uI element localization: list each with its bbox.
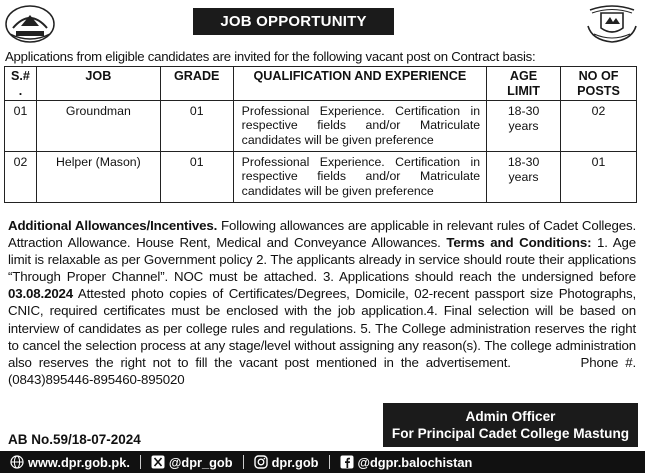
footer-instagram-text: dpr.gob — [271, 454, 319, 470]
row-no-of-posts: 01 — [561, 152, 637, 203]
facebook-icon — [340, 455, 354, 469]
table-row — [5, 101, 637, 152]
header-grade: GRADE — [160, 67, 233, 101]
footer-facebook-text: @dgpr.balochistan — [357, 454, 473, 470]
page-title: JOB OPPORTUNITY — [193, 8, 394, 35]
job-table — [4, 66, 637, 203]
advertisement-number: AB No.59/18-07-2024 — [8, 432, 141, 447]
contact-phone: Phone #. (0843)895446-895460-895020 — [8, 354, 636, 387]
x-twitter-icon — [151, 455, 165, 469]
row-grade: 01 — [160, 152, 233, 203]
footer-divider — [243, 455, 244, 469]
government-emblem-logo — [4, 4, 56, 44]
footer-bar — [0, 451, 645, 473]
row-job: Helper (Mason) — [36, 152, 160, 203]
row-job: Groundman — [36, 101, 160, 152]
terms-text-part2: Attested photo copies of Certificates/Degrees, Domicile, 02-recent passport size Photographs, CNIC, required certificates must be enclosed with the job application.4. Final selection will be based on interview of candidates as per college rules and regulations. 5. The College administration reserves the right to cancel the selection process at any stage/level without assigning any reason(s). The college administration also reserves the right not to fill the vacant post mentioned in the advertisement. — [8, 286, 636, 370]
table-row — [5, 152, 637, 203]
terms-heading: Terms and Conditions: — [446, 235, 592, 251]
row-sno: 01 — [5, 101, 37, 152]
footer-facebook[interactable] — [340, 455, 473, 470]
header-sno: S.# . — [5, 67, 37, 101]
footer-website[interactable] — [10, 455, 130, 470]
header-age-limit: AGE LIMIT — [487, 67, 561, 101]
header-job: JOB — [36, 67, 160, 101]
row-qualification: Professional Experience. Certification in respective fields and/or Matriculate candidates will be given preference — [233, 101, 486, 152]
header-qualification: QUALIFICATION AND EXPERIENCE — [233, 67, 486, 101]
terms-body — [8, 217, 636, 388]
footer-instagram[interactable] — [254, 455, 319, 470]
allowances-text: Following allowances are applicable in relevant rules of Cadet Colleges. Attraction Allowance. House Rent, Medical and Conveyance Allowances. — [8, 218, 636, 251]
footer-divider — [329, 455, 330, 469]
intro-text: Applications from eligible candidates are invited for the following vacant post on Contract basis: — [5, 49, 536, 64]
footer-twitter-text: @dpr_gob — [168, 454, 233, 470]
footer-divider — [140, 455, 141, 469]
instagram-icon — [254, 455, 268, 469]
row-qualification: Professional Experience. Certification in respective fields and/or Matriculate candidates will be given preference — [233, 152, 486, 203]
row-age-limit: 18-30 years — [487, 152, 561, 203]
signature-block — [383, 403, 638, 447]
table-header-row — [5, 67, 637, 101]
row-no-of-posts: 02 — [561, 101, 637, 152]
footer-twitter[interactable] — [151, 455, 233, 470]
terms-text-part1: 1. Age limit is relaxable as per Government policy 2. The applicants already in service should route their applications “Through Proper Channel”. NOC must be attached. 3. Applications should reach the undersigned before — [8, 235, 636, 285]
row-grade: 01 — [160, 101, 233, 152]
header-no-of-posts: NO OF POSTS — [561, 67, 637, 101]
cadet-college-crest-logo — [586, 4, 638, 44]
signature-office: For Principal Cadet College Mastung — [391, 426, 630, 441]
globe-icon — [10, 455, 24, 469]
row-age-limit: 18-30 years — [487, 101, 561, 152]
footer-website-text: www.dpr.gob.pk. — [28, 454, 130, 470]
row-sno: 02 — [5, 152, 37, 203]
application-deadline: 03.08.2024 — [8, 286, 74, 302]
allowances-heading: Additional Allowances/Incentives. — [8, 218, 218, 233]
signature-title: Admin Officer — [465, 409, 556, 424]
